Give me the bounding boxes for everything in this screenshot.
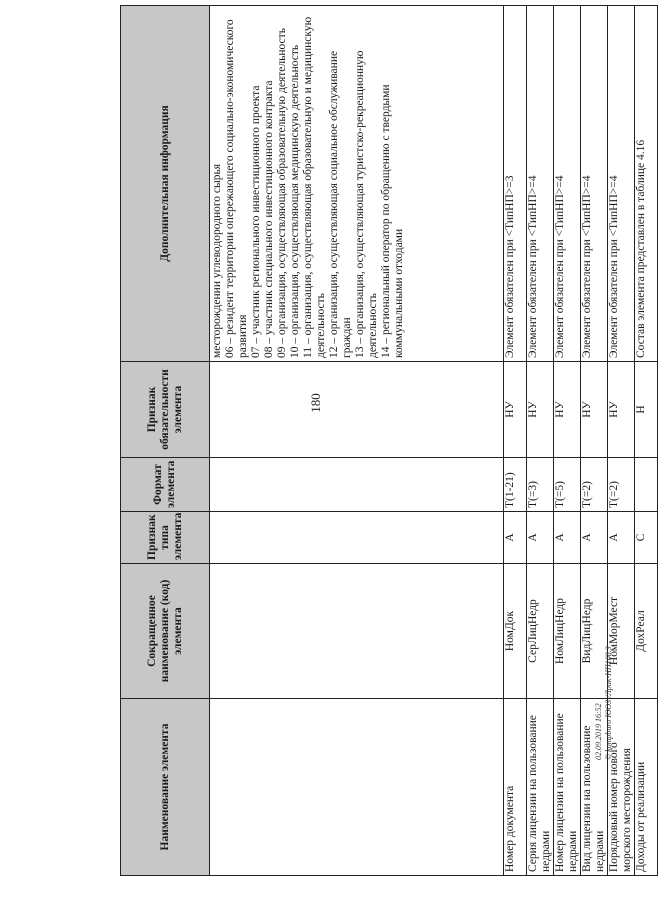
info-line: месторождении углеводородного сырья xyxy=(211,163,223,358)
table-header-row xyxy=(121,6,210,876)
cell-type-flag: С xyxy=(635,512,658,564)
cell-type-flag: А xyxy=(504,512,527,564)
cell-element-name: Доходы от реализации xyxy=(635,699,658,876)
cell-format: T(=2) xyxy=(581,458,608,512)
cell-format: T(=3) xyxy=(527,458,554,512)
cell-additional-info: Состав элемента представлен в таблице 4.16 xyxy=(635,6,658,362)
cell-type-flag: А xyxy=(554,512,581,564)
header-additional-info: Дополнительная информация xyxy=(121,6,210,362)
cell-element-code: СерЛицНедр xyxy=(527,564,554,699)
cell-format xyxy=(635,458,658,512)
header-short-name: Сокращенное наименование (код) элемента xyxy=(121,564,210,699)
cell-element-name: Номер лицензии на пользование недрами xyxy=(554,699,581,876)
table-row xyxy=(635,6,658,876)
elements-table xyxy=(120,5,658,876)
cell-element-code: ДохРеал xyxy=(635,564,658,699)
header-required-flag: Признак обязательности элемента xyxy=(121,362,210,458)
page-number: 180 xyxy=(307,393,323,413)
cell-format: T(=5) xyxy=(554,458,581,512)
cell-type-flag: А xyxy=(608,512,635,564)
cell-empty xyxy=(210,564,504,699)
cell-required-flag: НУ xyxy=(527,362,554,458)
table-row xyxy=(504,6,527,876)
cell-element-name: Вид лицензии на пользование недрами xyxy=(581,699,608,876)
cell-required-flag: НУ xyxy=(504,362,527,458)
cell-additional-info: Элемент обязателен при <ТипНП>=3 xyxy=(504,6,527,362)
cell-additional-info: Элемент обязателен при <ТипНП>=4 xyxy=(608,6,635,362)
cell-additional-info: Элемент обязателен при <ТипНП>=4 xyxy=(527,6,554,362)
info-item: 06 – резидент территории опережающего социально-экономического развития xyxy=(224,19,249,358)
cell-type-flag: А xyxy=(581,512,608,564)
footer-stamp-line2: © kompburo ЮОЗ /Лрик-НП108.3 xyxy=(604,646,613,760)
info-item: 08 – участник специального инвестиционного контракта xyxy=(263,80,275,358)
cell-empty xyxy=(210,362,504,458)
footer-stamp-line1: 02.09.2019 16:52 xyxy=(594,703,603,760)
cell-required-flag: Н xyxy=(635,362,658,458)
footer-stamp xyxy=(594,646,614,760)
cell-empty xyxy=(210,512,504,564)
cell-format: T(1-21) xyxy=(504,458,527,512)
rotated-table-container xyxy=(120,6,645,876)
cell-required-flag: НУ xyxy=(581,362,608,458)
cell-element-name: Серия лицензии на пользование недрами xyxy=(527,699,554,876)
info-item: 07 – участник регионального инвестиционного проекта xyxy=(250,85,262,358)
table-row xyxy=(527,6,554,876)
cell-element-name: Номер документа xyxy=(504,699,527,876)
cell-required-flag: НУ xyxy=(608,362,635,458)
info-item: 12 – организация, осуществляющая социальное обслуживание граждан xyxy=(328,50,353,358)
cell-format: T(=2) xyxy=(608,458,635,512)
cell-element-code: ВидЛицНедр xyxy=(581,564,608,699)
header-format: Формат элемента xyxy=(121,458,210,512)
cell-empty xyxy=(210,699,504,876)
header-name: Наименование элемента xyxy=(121,699,210,876)
cell-additional-info: Элемент обязателен при <ТипНП>=4 xyxy=(554,6,581,362)
info-item: 13 – организация, осуществляющая туристско-рекреационную деятельность xyxy=(354,50,379,358)
cell-additional-info: Элемент обязателен при <ТипНП>=4 xyxy=(581,6,608,362)
cell-required-flag: НУ xyxy=(554,362,581,458)
table-row xyxy=(554,6,581,876)
info-item: 09 – организация, осуществляющая образовательную деятельность xyxy=(276,28,288,358)
cell-element-code: НомДок xyxy=(504,564,527,699)
cell-empty xyxy=(210,458,504,512)
cell-type-flag: А xyxy=(527,512,554,564)
cell-element-code: НомЛицНедр xyxy=(554,564,581,699)
info-item: 14 – региональный оператор по обращению с твердыми коммунальными отходами xyxy=(380,84,405,358)
cell-element-code: НомМорМест xyxy=(608,564,635,699)
table-row-continuation xyxy=(210,6,504,876)
info-item: 10 – организация, осуществляющая медицинскую деятельность xyxy=(289,44,301,358)
info-item: 11 – организация, осуществляющая образовательную и медицинскую деятельность xyxy=(302,16,327,358)
cell-element-name: Порядковый номер нового морского месторождения xyxy=(608,699,635,876)
header-type-flag: Признак типа элемента xyxy=(121,512,210,564)
cell-continuation-info xyxy=(210,6,504,362)
